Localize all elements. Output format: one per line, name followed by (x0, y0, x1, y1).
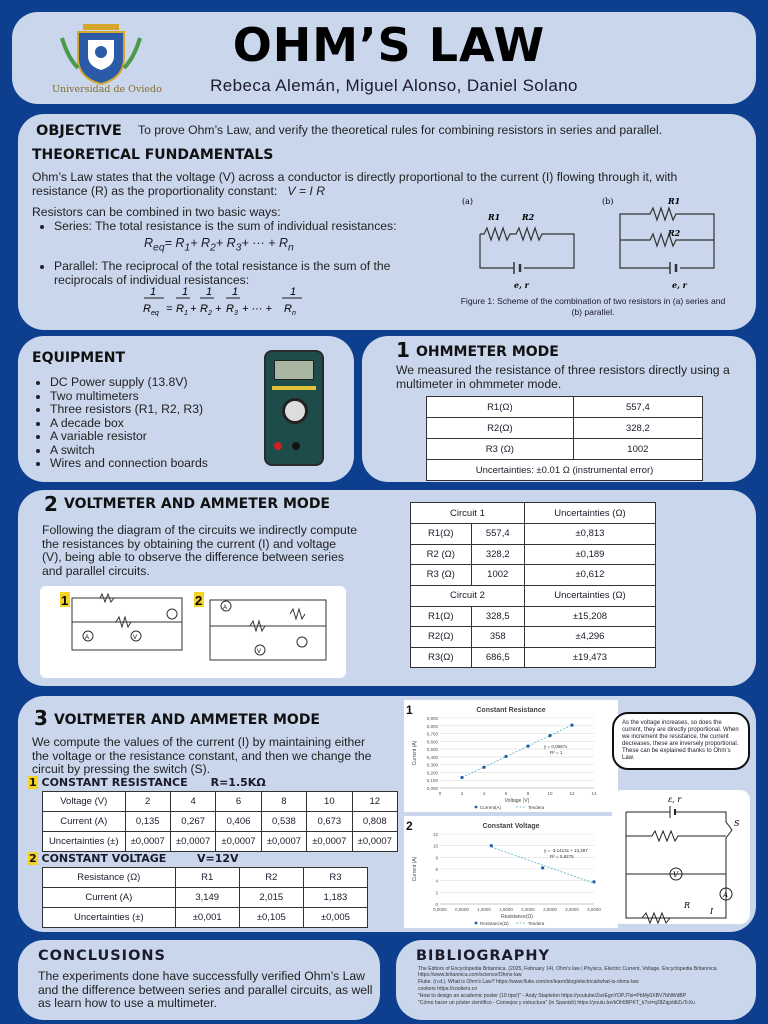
equipment-heading: EQUIPMENT (32, 350, 126, 366)
data-point (504, 755, 507, 758)
x-tick-label: 4 (482, 791, 486, 796)
table-cell: 0,673 (307, 812, 352, 832)
figure-1-circuits (454, 192, 724, 296)
svg-text:n: n (292, 310, 296, 317)
cv-u-label: Uncertainties (±) (43, 908, 176, 928)
y-tick-label: 0,200 (426, 770, 438, 776)
y-tick-label: 0,300 (426, 762, 438, 768)
theory-p2: Resistors can be combined in two basic ways: (32, 205, 281, 219)
svg-text:=: = (166, 303, 173, 315)
table-row (427, 418, 703, 439)
table-cell: 4 (170, 792, 215, 812)
x-tick-label: 0,0000 (433, 907, 447, 912)
circuit2-header: Circuit 2 (411, 585, 525, 606)
fig-label-a: (a) (462, 197, 474, 206)
parallel-list (38, 260, 438, 287)
data-point (526, 745, 529, 748)
p-num-3: 1 (206, 286, 213, 298)
x-tick-label: 2 (460, 791, 464, 796)
table-cell: 1002 (471, 565, 524, 586)
equipment-item: • A decade box (50, 417, 254, 431)
objective-heading: OBJECTIVE (36, 123, 122, 139)
svg-text:A: A (223, 605, 228, 611)
table-cell-label: R1(Ω) (427, 397, 574, 418)
chart-number: 1 (406, 703, 413, 717)
ohm-formula: V = I R (287, 183, 325, 198)
table-cell: 0,406 (216, 812, 261, 832)
table-cell: ±0,0007 (216, 832, 261, 852)
eq-s1: 1 (184, 242, 191, 254)
parallel-equation (142, 286, 312, 322)
legend-entry: Tendera (528, 805, 545, 810)
circuit-v: V (673, 871, 679, 879)
equipment-list (34, 376, 254, 471)
svg-text:eq: eq (151, 310, 159, 317)
x-tick-label: 3,5000 (587, 907, 601, 912)
chart-title: Constant Voltage (482, 823, 540, 830)
table-cell: ±0,189 (524, 544, 655, 565)
svg-text:R: R (176, 303, 184, 315)
table-cell: ±0,0007 (261, 832, 306, 852)
p-num-2: 1 (182, 286, 189, 298)
bibliography-entry: cookers https://cookers.co (418, 986, 478, 992)
table-row (411, 606, 656, 627)
table-cell: R1(Ω) (411, 606, 472, 627)
y-tick-label: 0,000 (426, 786, 438, 791)
explanation-bubble: As the voltage increases, so does the current, they are directly proportional. When we increment the resistance, the current decreases, these are inversely proportional. These can be explained thanks to Ohm’s Law. (612, 712, 750, 770)
table-cell: ±0,105 (239, 908, 303, 928)
table-cell-label: R2(Ω) (427, 418, 574, 439)
legend-marker (475, 922, 478, 925)
svg-text:A: A (85, 635, 90, 641)
authors: Rebeca Alemán, Miguel Alonso, Daniel Solano (210, 76, 578, 95)
legend-entry: Current(A) (480, 805, 502, 810)
x-tick-label: 0,5000 (455, 907, 469, 912)
data-point (570, 724, 573, 727)
y-tick-label: 4 (435, 878, 438, 884)
x-tick-label: 6 (504, 791, 508, 796)
x-tick-label: 8 (526, 791, 530, 796)
cr-label: CONSTANT RESISTANCE (41, 776, 188, 789)
vam2-number: 3 (34, 706, 48, 730)
table-cell: ±0,0007 (170, 832, 215, 852)
x-axis-label: Voltage (V) (504, 798, 530, 804)
x-tick-label: 3,0000 (565, 907, 579, 912)
cv-r-label: Resistance (Ω) (43, 868, 176, 888)
vam1-diag-1: 1 (61, 593, 69, 608)
p-num-1: 1 (150, 286, 157, 298)
header-panel (12, 12, 756, 104)
table-cell: R1(Ω) (411, 524, 472, 545)
vam1-number: 2 (44, 492, 58, 516)
table-cell: ±19,473 (524, 647, 655, 668)
eq-sn: n (287, 242, 294, 254)
table-cell: 686,5 (471, 647, 524, 668)
y-tick-label: 0,400 (426, 754, 438, 760)
cv-number: 2 (29, 852, 37, 865)
bibliography-panel (396, 940, 756, 1020)
vam1-diag-2: 2 (195, 593, 203, 608)
table-cell: R3 (Ω) (411, 565, 472, 586)
table-cell: R3 (303, 868, 367, 888)
table-cell: ±0,001 (175, 908, 239, 928)
unc-header-2: Uncertainties (Ω) (524, 585, 655, 606)
x-tick-label: 1,5000 (499, 907, 513, 912)
legend-entry: Resistance(Ω) (480, 921, 509, 926)
conclusions-heading: CONCLUSIONS (38, 948, 166, 964)
unc-header-1: Uncertainties (Ω) (524, 503, 655, 524)
y-tick-label: 8 (435, 855, 438, 861)
table-row (411, 565, 656, 586)
cr-value: R=1.5KΩ (210, 776, 266, 789)
svg-text:R: R (284, 303, 292, 315)
fig-a-r2: R2 (522, 212, 535, 222)
svg-text:V: V (133, 635, 138, 641)
chart-constant-voltage (404, 816, 618, 928)
table-row (411, 627, 656, 648)
table-cell: 3,149 (175, 888, 239, 908)
bibliography-list (418, 966, 744, 1007)
y-tick-label: 12 (432, 832, 438, 837)
equipment-item: • A switch (50, 444, 254, 458)
x-tick-label: 2,5000 (543, 907, 557, 912)
circuit-r: R (684, 901, 691, 910)
conclusions-panel (18, 940, 380, 1020)
trend-r2: R² = 0,9275 (550, 854, 574, 859)
table-cell: 12 (352, 792, 397, 812)
table-cell: 358 (471, 627, 524, 648)
trend-equation: y = 0,0667x (544, 744, 568, 749)
circuit-a: A (723, 891, 729, 899)
table-row (411, 524, 656, 545)
university-name: Universidad de Oviedo (52, 84, 162, 95)
ohmmeter-uncertainty: Uncertainties: ±0.01 Ω (instrumental error) (427, 460, 703, 481)
table-cell-label: R3 (Ω) (427, 439, 574, 460)
theory-heading: THEORETICAL FUNDAMENTALS (32, 147, 274, 163)
ohmmeter-panel (362, 336, 756, 482)
eq-s3: 3 (235, 242, 242, 254)
table-cell: 6 (216, 792, 261, 812)
vam1-panel (18, 490, 756, 686)
y-tick-label: 0,700 (426, 731, 438, 737)
eq-lhs-sub: eq (153, 242, 165, 254)
data-point (592, 880, 595, 883)
table-cell: R2 (Ω) (411, 544, 472, 565)
objective-text: To prove Ohm’s Law, and verify the theoretical rules for combining resistors in series and parallel. (138, 123, 663, 137)
vam1-heading: VOLTMETER AND AMMETER MODE (64, 496, 330, 512)
circuit-s: S (734, 819, 740, 828)
data-point (541, 866, 544, 869)
y-axis-label: Current (A) (412, 740, 418, 766)
x-tick-label: 12 (569, 791, 575, 796)
ohmmeter-text: We measured the resistance of three resistors directly using a multimeter in ohmmeter mode. (396, 363, 730, 391)
x-axis-label: Resistance(Ω) (501, 914, 533, 920)
ohmmeter-table (426, 396, 703, 481)
ohmmeter-heading: OHMMETER MODE (416, 344, 559, 360)
data-point (482, 766, 485, 769)
cr-number: 1 (29, 776, 37, 789)
table-cell: 2,015 (239, 888, 303, 908)
table-cell: R2 (239, 868, 303, 888)
table-cell-value: 557,4 (573, 397, 702, 418)
conclusions-text: The experiments done have successfully verified Ohm’s Law and the difference between series and parallel circuits, as well as learn how to use a multimeter. (38, 969, 373, 1010)
table-row (427, 439, 703, 460)
svg-text:R: R (226, 303, 234, 315)
fig-b-r1: R1 (668, 196, 681, 206)
circuit1-header: Circuit 1 (411, 503, 525, 524)
eq-t1: R (175, 236, 185, 250)
y-tick-label: 0,900 (426, 716, 438, 721)
bibliography-entry: "How to design an academic poster (10 tips!)" - Andy Stapleton https://youtube/ZwrEgnYOPJ?si=PbMy0XBV7bNWdBP (418, 993, 687, 999)
table-cell: R1 (175, 868, 239, 888)
x-tick-label: 1,0000 (477, 907, 491, 912)
figure-1-caption: Figure 1: Scheme of the combination of two resistors in (a) series and (b) parallel. (460, 296, 726, 317)
vam1-table (410, 502, 656, 668)
svg-text:2: 2 (208, 310, 212, 317)
equipment-item: • DC Power supply (13.8V) (50, 376, 254, 390)
x-tick-label: 2,0000 (521, 907, 535, 912)
ohmmeter-number: 1 (396, 338, 410, 362)
table-cell: R3(Ω) (411, 647, 472, 668)
svg-text:+: + (215, 303, 222, 315)
switch-circuit-diagram (612, 790, 750, 924)
cv-table (42, 867, 368, 928)
cr-title-row (28, 776, 266, 789)
cr-v-label: Voltage (V) (43, 792, 126, 812)
series-item: • Series: The total resistance is the sum of individual resistances: (54, 220, 438, 234)
x-tick-label: 14 (591, 791, 597, 796)
data-point (460, 776, 463, 779)
table-cell: 557,4 (471, 524, 524, 545)
legend-marker (475, 806, 478, 809)
equipment-panel (18, 336, 354, 482)
chart-number: 2 (406, 819, 413, 833)
y-tick-label: 2 (435, 890, 438, 896)
cr-table (42, 791, 398, 852)
table-cell-value: 328,2 (573, 418, 702, 439)
table-row (411, 544, 656, 565)
svg-text:+: + (190, 303, 197, 315)
y-tick-label: 10 (432, 843, 438, 849)
table-cell: 2 (125, 792, 170, 812)
y-tick-label: 0,500 (426, 747, 438, 753)
chart-title: Constant Resistance (476, 707, 546, 714)
y-tick-label: 0,600 (426, 739, 438, 745)
trend-equation: y = -3,1413x + 13,287 (544, 848, 588, 853)
p-num-4: 1 (232, 286, 239, 298)
y-tick-label: 6 (435, 867, 438, 872)
cv-title-row (28, 852, 239, 865)
eq-t2: R (201, 236, 211, 250)
bibliography-heading: BIBLIOGRAPHY (416, 948, 551, 964)
table-cell: 0,538 (261, 812, 306, 832)
cv-i-label: Current (A) (43, 888, 176, 908)
y-axis-label: Current (A) (412, 856, 418, 882)
table-cell: ±0,0007 (352, 832, 397, 852)
circuit-er: ε, r (668, 795, 682, 804)
table-cell: ±4,296 (524, 627, 655, 648)
y-tick-label: 0,100 (426, 778, 438, 784)
table-cell: 0,135 (125, 812, 170, 832)
svg-text:V: V (257, 649, 262, 655)
data-point (490, 844, 493, 847)
eq-lhs: R (144, 236, 154, 250)
cr-i-label: Current (A) (43, 812, 126, 832)
x-tick-label: 10 (547, 791, 553, 796)
fig-a-r1: R1 (488, 212, 501, 222)
table-cell: ±0,0007 (307, 832, 352, 852)
parallel-item: • Parallel: The reciprocal of the total resistance is the sum of the reciprocals of individual resistances: (54, 260, 438, 287)
vam2-panel (18, 696, 756, 932)
vam2-heading: VOLTMETER AND AMMETER MODE (54, 712, 320, 728)
eq-t3: R (226, 236, 236, 250)
table-cell: 0,267 (170, 812, 215, 832)
table-row (427, 397, 703, 418)
svg-text:+ ··· +: + ··· + (242, 303, 272, 315)
table-cell: 1,183 (303, 888, 367, 908)
combination-list (38, 220, 438, 234)
vam2-text: We compute the values of the current (I) by maintaining either the voltage or the resistance constant, and then we change the circuit by pressing the switch (S). (32, 735, 372, 776)
table-cell: R2(Ω) (411, 627, 472, 648)
cv-value: V=12V (196, 852, 239, 865)
eq-dots: + ··· + (241, 236, 279, 250)
fig-b-r2: R2 (668, 228, 681, 238)
data-point (548, 734, 551, 737)
svg-text:3: 3 (234, 310, 238, 317)
p-num-n: 1 (290, 286, 297, 298)
equipment-item: • Wires and connection boards (50, 457, 254, 471)
table-cell: ±0,005 (303, 908, 367, 928)
equipment-item: • Two multimeters (50, 390, 254, 404)
bibliography-entry: "Cómo hacer un póster científico - Consejos y estructura" (in Spanish) https://youtu.be/kOh5BPKT_k?si=q28ZqjoldtZuTcXu (418, 1000, 695, 1006)
fig-label-b: (b) (602, 197, 614, 206)
table-cell: ±0,0007 (125, 832, 170, 852)
bibliography-entry: Fluke. (n.d.). What is Ohm's Law? https://www.fluke.com/en/learn/blog/electrical/what-is-ohms-law (418, 979, 639, 985)
table-cell: 10 (307, 792, 352, 812)
equipment-item: • A variable resistor (50, 430, 254, 444)
svg-text:R: R (143, 303, 151, 315)
theory-panel (18, 114, 756, 330)
theory-p1: Ohm’s Law states that the voltage (V) across a conductor is directly proportional to the current (I) flowing through it, with resistance (R) as the proportionality constant: (32, 170, 678, 198)
vam1-text: Following the diagram of the circuits we indirectly compute the resistances by obtaining the current (I) and voltage (V), being able to observe the difference between series and parallel circuits. (42, 523, 357, 578)
svg-text:R: R (200, 303, 208, 315)
y-tick-label: 0,800 (426, 723, 438, 729)
svg-text:1: 1 (184, 310, 188, 317)
cr-u-label: Uncertainties (±) (43, 832, 126, 852)
poster-title: OHM’S LAW (232, 18, 546, 72)
eq-tn: R (278, 236, 288, 250)
circuit-i: I (710, 907, 714, 916)
fig-a-er: e, r (514, 280, 529, 290)
table-cell: 0,808 (352, 812, 397, 832)
eq-s2: 2 (210, 242, 216, 254)
table-row (411, 647, 656, 668)
series-equation: $R_{eq}= R_1+ R_2+ R_3+$ ··· + $R_n$ (144, 236, 294, 254)
fig-b-er: e, r (672, 280, 687, 290)
legend-entry: Tendera (528, 921, 545, 926)
chart-constant-resistance (404, 700, 618, 812)
table-cell: ±15,208 (524, 606, 655, 627)
vam1-circuit-diagrams (40, 586, 346, 678)
table-cell: 328,2 (471, 544, 524, 565)
table-cell: ±0,612 (524, 565, 655, 586)
trend-r2: R² = 1 (550, 750, 563, 755)
bibliography-entry: The Editors of Encyclopedia Britannica. (2025, February 14). Ohm's law | Physics, Electric Current, Voltage. Encyclopedia Britannica. https://www.britannica.com/science/Ohms-law (418, 966, 718, 978)
equipment-item: • Three resistors (R1, R2, R3) (50, 403, 254, 417)
multimeter-image (264, 350, 324, 466)
table-cell: 328,5 (471, 606, 524, 627)
y-tick-label: 0 (435, 902, 438, 907)
x-tick-label: 0 (438, 791, 442, 796)
table-cell: ±0,813 (524, 524, 655, 545)
cv-label: CONSTANT VOLTAGE (41, 852, 167, 865)
table-cell-value: 1002 (573, 439, 702, 460)
table-cell: 8 (261, 792, 306, 812)
